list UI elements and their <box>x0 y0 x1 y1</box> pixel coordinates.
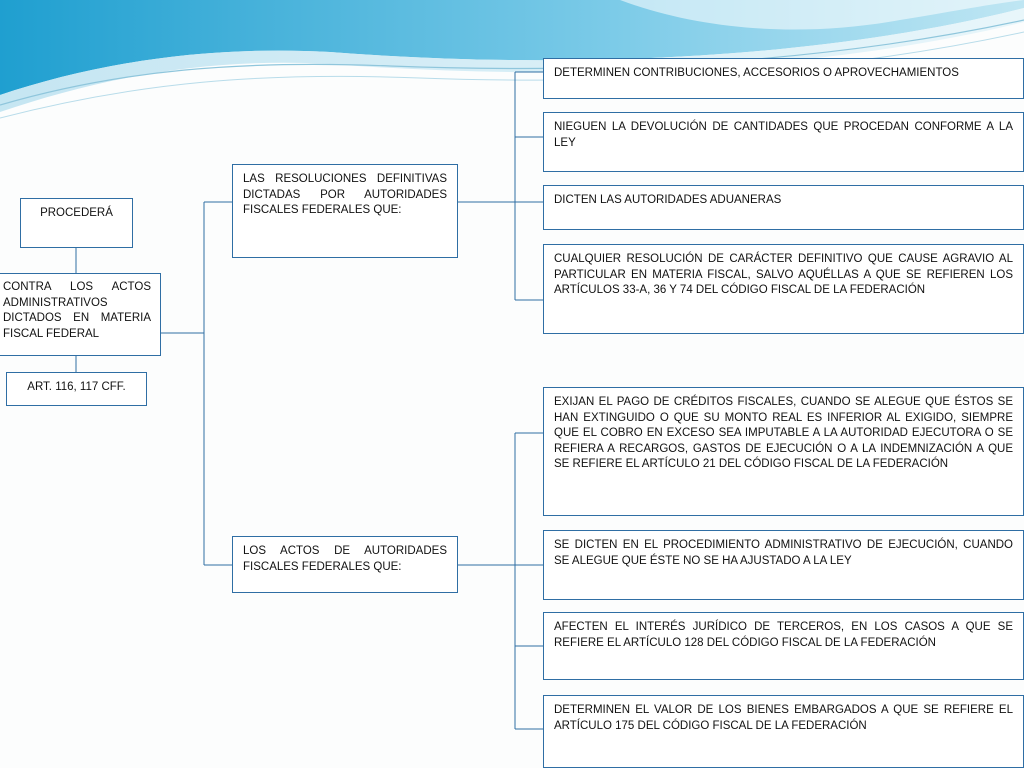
contra-actos-box <box>0 273 161 356</box>
right-bottom-item-1 <box>543 387 1024 516</box>
right-top-item-2-text: NIEGUEN LA DEVOLUCIÓN DE CANTIDADES QUE PROCEDAN CONFORME A LA LEY <box>554 121 1013 149</box>
actos-autoridades-text: LOS ACTOS DE AUTORIDADES FISCALES FEDERALES QUE: <box>243 545 447 573</box>
right-bottom-item-2-text: SE DICTEN EN EL PROCEDIMIENTO ADMINISTRATIVO DE EJECUCIÓN, CUANDO SE ALEGUE QUE ÉSTE NO SE HA AJUSTADO A LA LEY <box>554 539 1013 567</box>
resoluciones-definitivas-box <box>232 164 458 258</box>
right-bottom-item-4 <box>543 695 1024 768</box>
right-top-item-3-text: DICTEN LAS AUTORIDADES ADUANERAS <box>554 194 782 206</box>
right-bottom-item-4-text: DETERMINEN EL VALOR DE LOS BIENES EMBARGADOS A QUE SE REFIERE EL ARTÍCULO 175 DEL CÓDIGO FISCAL DE LA FEDERACIÓN <box>554 704 1013 732</box>
right-top-item-1 <box>543 58 1024 99</box>
article-reference-text: ART. 116, 117 CFF. <box>27 381 126 393</box>
right-top-item-4 <box>543 244 1024 334</box>
procedera-text: PROCEDERÁ <box>40 207 113 219</box>
resoluciones-definitivas-text: LAS RESOLUCIONES DEFINITIVAS DICTADAS POR AUTORIDADES FISCALES FEDERALES QUE: <box>243 173 447 216</box>
article-reference-box <box>6 372 147 406</box>
right-top-item-3 <box>543 185 1024 230</box>
contra-actos-text: CONTRA LOS ACTOS ADMINISTRATIVOS DICTADOS EN MATERIA FISCAL FEDERAL <box>3 281 151 340</box>
right-top-item-1-text: DETERMINEN CONTRIBUCIONES, ACCESORIOS O APROVECHAMIENTOS <box>554 67 959 79</box>
right-bottom-item-3 <box>543 612 1024 680</box>
right-bottom-item-2 <box>543 530 1024 600</box>
right-top-item-2 <box>543 112 1024 172</box>
right-top-item-4-text: CUALQUIER RESOLUCIÓN DE CARÁCTER DEFINITIVO QUE CAUSE AGRAVIO AL PARTICULAR EN MATERIA FISCAL, SALVO AQUÉLLAS A QUE SE REFIEREN LOS ARTÍCULOS 33-A, 36 Y 74 DEL CÓDIGO FISCAL DE LA FEDERACIÓN <box>554 253 1013 296</box>
right-bottom-item-1-text: EXIJAN EL PAGO DE CRÉDITOS FISCALES, CUANDO SE ALEGUE QUE ÉSTOS SE HAN EXTINGUIDO O QUE SU MONTO REAL ES INFERIOR AL EXIGIDO, SIEMPRE QUE EL COBRO EN EXCESO SEA IMPUTABLE A LA AUTORIDAD EJECUTORA O SE REFIERA A RECARGOS, GASTOS DE EJECUCIÓN O A LA INDEMNIZACIÓN A QUE SE REFIERE EL ARTÍCULO 21 DEL CÓDIGO FISCAL DE LA FEDERACIÓN <box>554 396 1013 470</box>
procedera-box <box>20 198 133 248</box>
actos-autoridades-box <box>232 536 458 593</box>
right-bottom-item-3-text: AFECTEN EL INTERÉS JURÍDICO DE TERCEROS, EN LOS CASOS A QUE SE REFIERE EL ARTÍCULO 128 DEL CÓDIGO FISCAL DE LA FEDERACIÓN <box>554 621 1013 649</box>
